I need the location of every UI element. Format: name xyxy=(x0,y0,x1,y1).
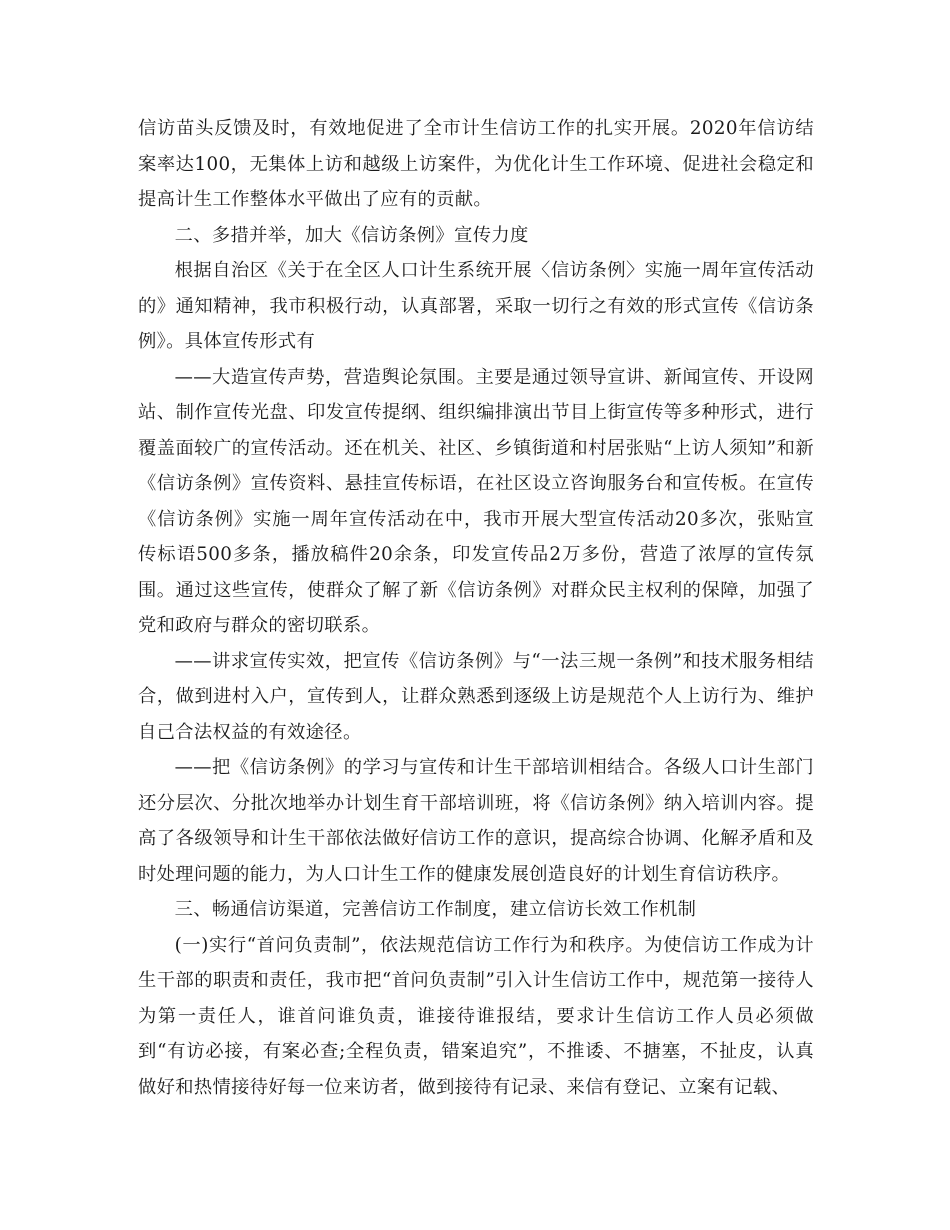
paragraph-5: ——讲求宣传实效，把宣传《信访条例》与“一法三规一条例”和技术服务相结合，做到进村入户，宣传到人，让群众熟悉到逐级上访是规范个人上访行为、维护自己合法权益的有效途径。 xyxy=(138,650,814,743)
section-heading-2: 二、多措并举，加大《信访条例》宣传力度 xyxy=(174,224,529,246)
paragraph-8: (一)实行“首问负责制”，依法规范信访工作行为和秩序。为使信访工作成为计生干部的职责和责任，我市把“首问负责制”引入计生信访工作中，规范第一接待人为第一责任人，谁首问谁负责，谁接待谁报结，要求计生信访工作人员必须做到“有访必接，有案必查;全程负责，错案追究”，不推诿、不搪塞，不扯皮，认真做好和热情接待好每一位来访者，做到接待有记录、来信有登记、立案有记载、 xyxy=(138,934,814,1098)
paragraph-1: 信访苗头反馈及时，有效地促进了全市计生信访工作的扎实开展。2020年信访结案率达100，无集体上访和越级上访案件，为优化计生工作环境、促进社会稳定和提高计生工作整体水平做出了应有的贡献。 xyxy=(138,118,814,210)
paragraph-4: ——大造宣传声势，营造舆论氛围。主要是通过领导宣讲、新闻宣传、开设网站、制作宣传光盘、印发宣传提纲、组织编排演出节目上街宣传等多种形式，进行覆盖面较广的宣传活动。还在机关、社区、乡镇街道和村居张贴“上访人须知”和新《信访条例》宣传资料、悬挂宣传标语，在社区设立咨询服务台和宣传板。在宣传《信访条例》实施一周年宣传活动在中，我市开展大型宣传活动20多次，张贴宣传标语500多条，播放稿件20余条，印发宣传品2万多份，营造了浓厚的宣传氛围。通过这些宣传，使群众了解了新《信访条例》对群众民主权利的保障，加强了党和政府与群众的密切联系。 xyxy=(138,366,814,636)
paragraph-3: 根据自治区《关于在全区人口计生系统开展〈信访条例〉实施一周年宣传活动的》通知精神，我市积极行动，认真部署，采取一切行之有效的形式宣传《信访条例》。具体宣传形式有 xyxy=(138,260,814,352)
section-heading-3: 三、畅通信访渠道，完善信访工作制度，建立信访长效工作机制 xyxy=(174,899,697,920)
paragraph-6: ——把《信访条例》的学习与宣传和计生干部培训相结合。各级人口计生部门还分层次、分批次地举办计划生育干部培训班，将《信访条例》纳入培训内容。提高了各级领导和计生干部依法做好信访工作的意识，提高综合协调、化解矛盾和及时处理问题的能力，为人口计生工作的健康发展创造良好的计划生育信访秩序。 xyxy=(138,757,814,885)
document-body xyxy=(138,111,814,1105)
